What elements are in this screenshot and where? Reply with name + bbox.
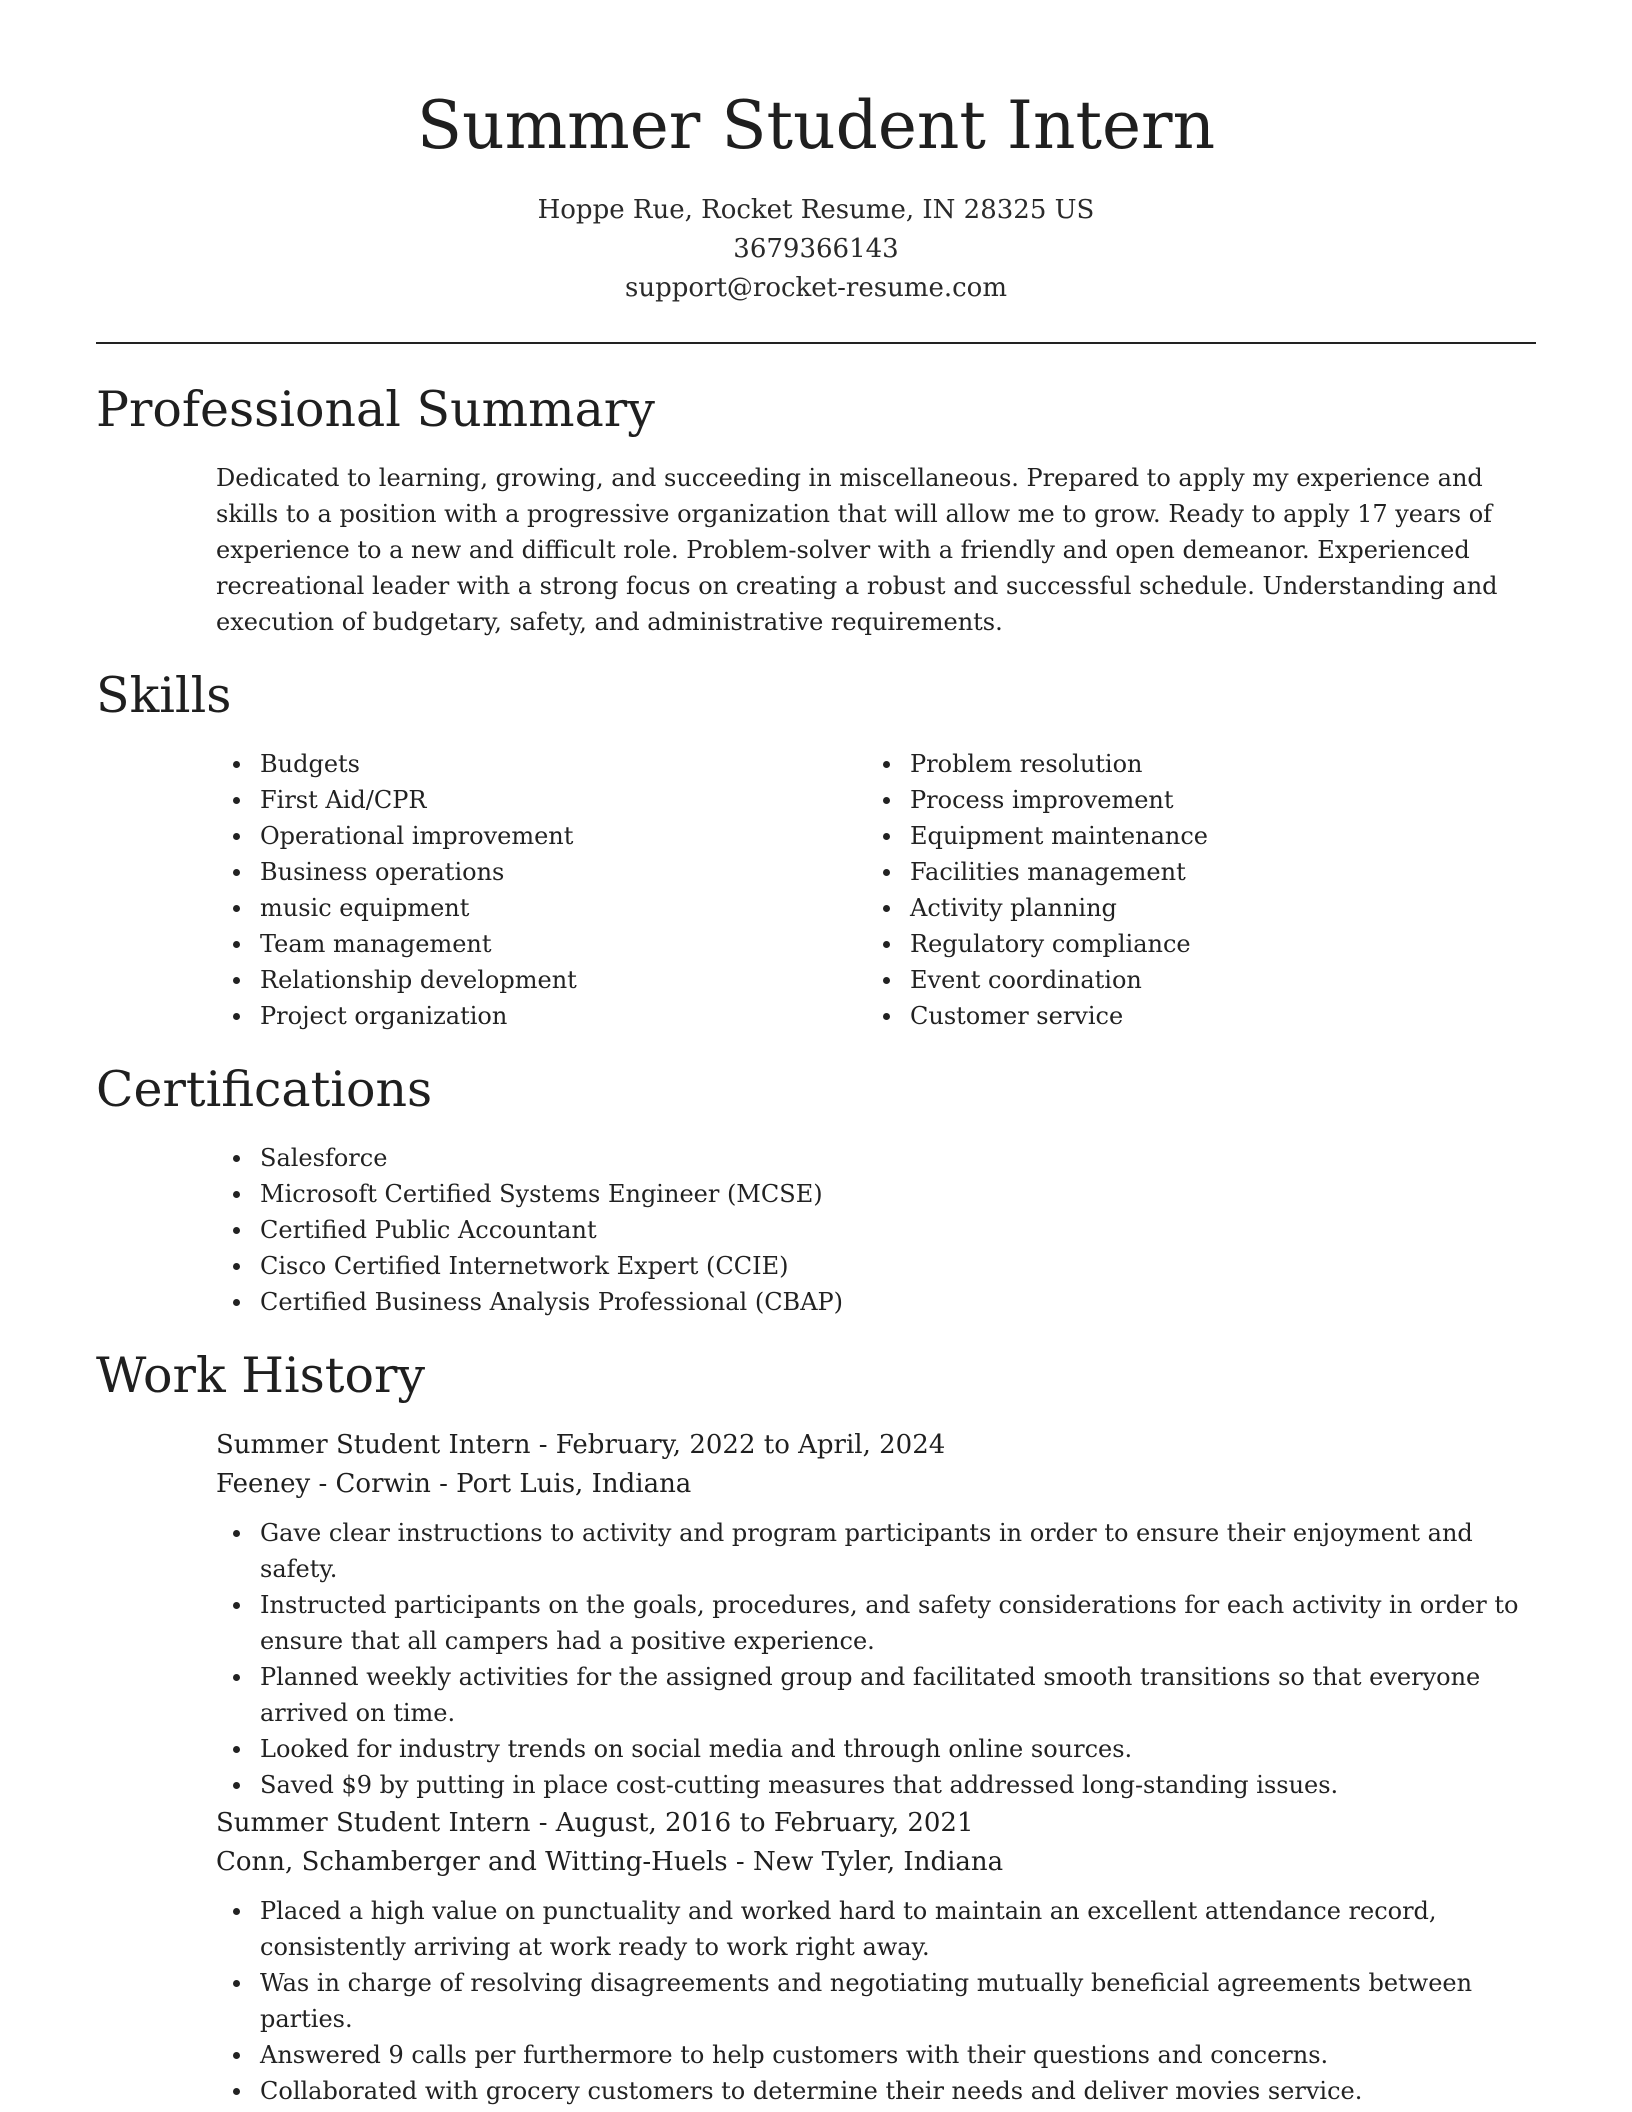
job-bullets (216, 1515, 1536, 1803)
job-entry (216, 1426, 1536, 1803)
header-divider (96, 342, 1536, 344)
skill-item: First Aid/CPR (216, 782, 816, 818)
job-bullet: Saved $9 by putting in place cost-cutting measures that addressed long-standing issues. (216, 1767, 1536, 1803)
job-title-line: Summer Student Intern - February, 2022 to April, 2024 (216, 1430, 946, 1460)
skill-item: music equipment (216, 890, 816, 926)
skills-list-left (216, 746, 816, 1034)
contact-email: support@rocket-resume.com (624, 273, 1007, 303)
work-history-heading: Work History (96, 1347, 426, 1404)
job-bullet: Planned weekly activities for the assigned group and facilitated smooth transitions so that everyone arrived on time. (216, 1659, 1536, 1731)
job-company: Conn, Schamberger and Witting-Huels (216, 1847, 728, 1877)
skill-item: Process improvement (866, 782, 1506, 818)
certification-item: Microsoft Certified Systems Engineer (MCSE) (216, 1176, 1536, 1212)
job-title: Summer Student Intern (216, 1430, 531, 1460)
skill-item: Problem resolution (866, 746, 1506, 782)
job-location: Port Luis, Indiana (456, 1469, 692, 1499)
summary-text: Dedicated to learning, growing, and succeeding in miscellaneous. Prepared to apply my experience and skills to a position with a progressive organization that will allow me to grow. Ready to apply 17 years of experience to a new and difficult role. Problem-solver with a friendly and open demeanor. Experienced recreational leader with a strong focus on creating a robust and successful schedule. Understanding and execution of budgetary, safety, and administrative requirements. (216, 464, 1498, 636)
skill-item: Equipment maintenance (866, 818, 1506, 854)
job-title: Summer Student Intern (216, 1808, 531, 1838)
resume-name: Summer Student Intern (416, 87, 1216, 164)
contact-block (0, 191, 1632, 308)
skill-item: Customer service (866, 998, 1506, 1034)
skills-list-right (866, 746, 1506, 1034)
certification-item: Salesforce (216, 1140, 1536, 1176)
job-entry (216, 1804, 1536, 2109)
skill-item: Team management (216, 926, 816, 962)
skill-item: Event coordination (866, 962, 1506, 998)
job-location: New Tyler, Indiana (752, 1847, 1004, 1877)
skills-column-right (866, 746, 1506, 1034)
job-bullet: Was in charge of resolving disagreements and negotiating mutually beneficial agreements between parties. (216, 1965, 1536, 2037)
skills-column-left (216, 746, 816, 1034)
skill-item: Project organization (216, 998, 816, 1034)
job-bullet: Placed a high value on punctuality and worked hard to maintain an excellent attendance record, consistently arriving at work ready to work right away. (216, 1893, 1536, 1965)
job-bullets (216, 1893, 1536, 2109)
skill-item: Business operations (216, 854, 816, 890)
skill-item: Operational improvement (216, 818, 816, 854)
job-company-line: Conn, Schamberger and Witting-Huels - New Tyler, Indiana (216, 1847, 1004, 1877)
skill-item: Relationship development (216, 962, 816, 998)
job-bullet: Looked for industry trends on social media and through online sources. (216, 1731, 1536, 1767)
certifications-list-wrap (216, 1140, 1536, 1320)
job-dates: August, 2016 to February, 2021 (555, 1808, 974, 1838)
certification-item: Cisco Certified Internetwork Expert (CCIE) (216, 1248, 1536, 1284)
contact-address: Hoppe Rue, Rocket Resume, IN 28325 US (537, 195, 1095, 225)
skill-item: Facilities management (866, 854, 1506, 890)
job-bullet: Gave clear instructions to activity and program participants in order to ensure their enjoyment and safety. (216, 1515, 1536, 1587)
job-bullet: Collaborated with grocery customers to determine their needs and deliver movies service. (216, 2073, 1536, 2109)
job-company: Feeney - Corwin (216, 1469, 431, 1499)
skill-item: Regulatory compliance (866, 926, 1506, 962)
job-dates: February, 2022 to April, 2024 (555, 1430, 946, 1460)
skills-heading: Skills (96, 667, 232, 724)
skill-item: Budgets (216, 746, 816, 782)
job-title-line: Summer Student Intern - August, 2016 to February, 2021 (216, 1808, 974, 1838)
job-bullet: Answered 9 calls per furthermore to help customers with their questions and concerns. (216, 2037, 1536, 2073)
contact-phone: 3679366143 (733, 234, 899, 264)
job-bullet: Instructed participants on the goals, procedures, and safety considerations for each activity in order to ensure that all campers had a positive experience. (216, 1587, 1536, 1659)
certification-item: Certified Public Accountant (216, 1212, 1536, 1248)
skill-item: Activity planning (866, 890, 1506, 926)
certification-item: Certified Business Analysis Professional (CBAP) (216, 1284, 1536, 1320)
summary-heading: Professional Summary (96, 381, 655, 438)
certifications-heading: Certifications (96, 1061, 433, 1118)
job-company-line: Feeney - Corwin - Port Luis, Indiana (216, 1469, 692, 1499)
work-history-section (96, 1346, 1536, 2112)
certifications-list (216, 1140, 1536, 1320)
